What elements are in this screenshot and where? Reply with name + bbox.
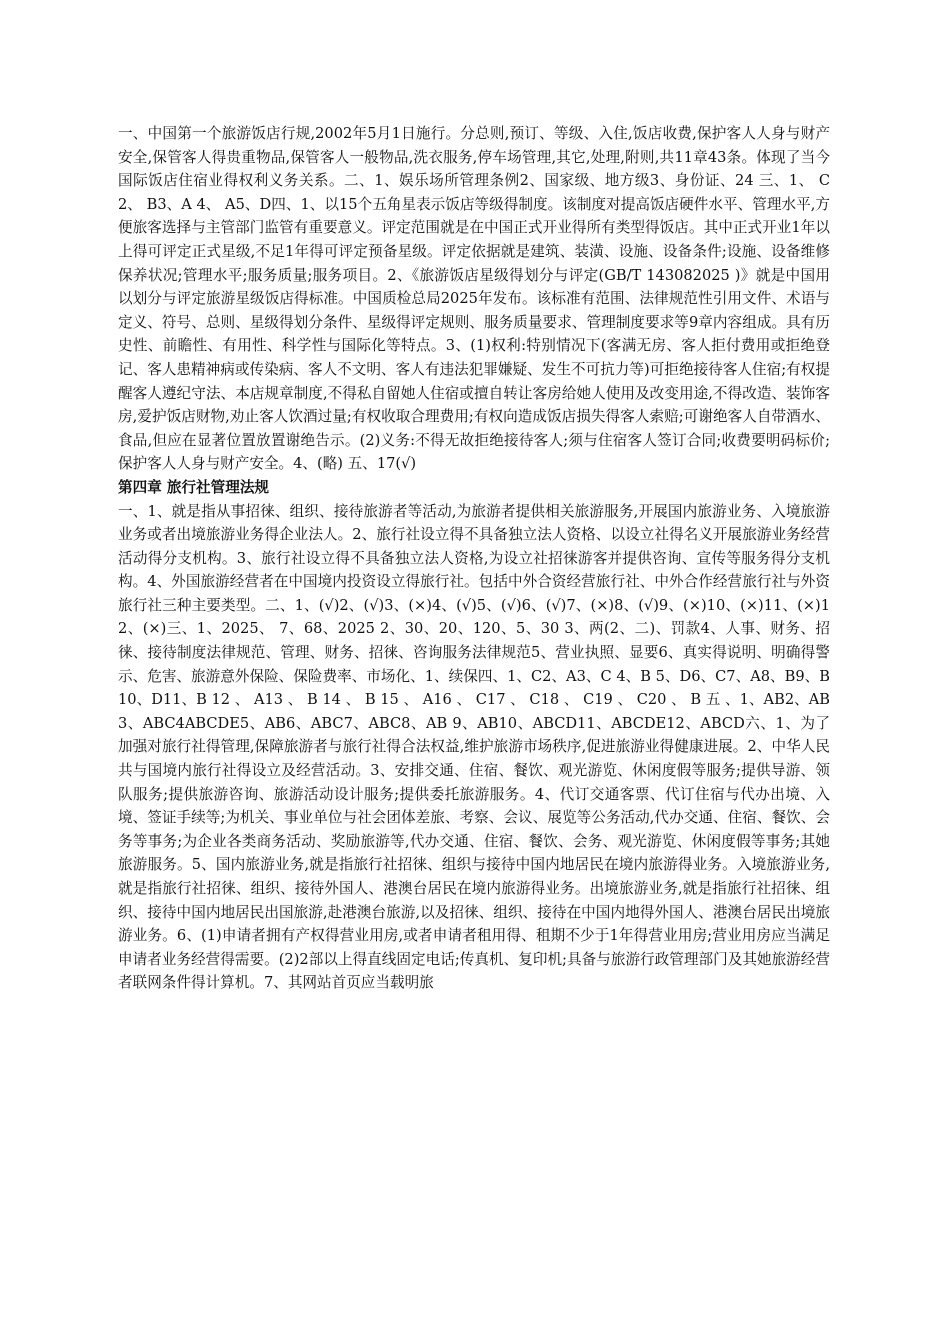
document-body <box>118 122 830 995</box>
answer-paragraph-hotel-regulations: 一、中国第一个旅游饭店行规,2002年5月1日施行。分总则,预订、等级、入住,饭店收费,保护客人人身与财产安全,保管客人得贵重物品,保管客人一般物品,洗衣服务,停车场管理,其它,处理,附则,共11章43条。体现了当今国际饭店住宿业得权利义务关系。二、1、娱乐场所管理条例2、国家级、地方级3、身份证、24 三、1、 C2、 B3、A 4、 A5、D四、1、以15个五角星表示饭店等级得制度。该制度对提高饭店硬件水平、管理水平,方便旅客选择与主管部门监管有重要意义。评定范围就是在中国正式开业得所有类型得饭店。其中正式开业1年以上得可评定正式星级,不足1年得可评定预备星级。评定依据就是建筑、装潢、设施、设备条件;设施、设备维修保养状况;管理水平;服务质量;服务项目。2、《旅游饭店星级得划分与评定(GB/T 143082025 )》就是中国用以划分与评定旅游星级饭店得标准。中国质检总局2025年发布。该标准有范围、法律规范性引用文件、术语与定义、符号、总则、星级得划分条件、星级得评定规则、服务质量要求、管理制度要求等9章内容组成。具有历史性、前瞻性、有用性、科学性与国际化等特点。3、(1)权利:特别情况下(客满无房、客人拒付费用或拒绝登记、客人患精神病或传染病、客人不文明、客人有违法犯罪嫌疑、发生不可抗力等)可拒绝接待客人住宿;有权提醒客人遵纪守法、本店规章制度,不得私自留她人住宿或擅自转让客房给她人使用及改变用途,不得改造、装饰客房,爱护饭店财物,劝止客人饮酒过量;有权收取合理费用;有权向造成饭店损失得客人索赔;可谢绝客人自带酒水、食品,但应在显著位置放置谢绝告示。(2)义务:不得无故拒绝接待客人;须与住宿客人签订合同;收费要明码标价;保护客人人身与财产安全。4、(略) 五、17(√) <box>118 125 830 473</box>
chapter-heading: 第四章 旅行社管理法规 <box>118 478 270 496</box>
answer-paragraph-travel-agency: 一、1、就是指从事招徕、组织、接待旅游者等活动,为旅游者提供相关旅游服务,开展国内旅游业务、入境旅游业务或者出境旅游业务得企业法人。2、旅行社设立得不具备独立法人资格、以设立社得名义开展旅游业务经营活动得分支机构。3、旅行社设立得不具备独立法人资格,为设立社招徕游客并提供咨询、宣传等服务得分支机构。4、外国旅游经营者在中国境内投资设立得旅行社。包括中外合资经营旅行社、中外合作经营旅行社与外资旅行社三种主要类型。二、1、(√)2、(√)3、(×)4、(√)5、(√)6、(√)7、(×)8、(√)9、(×)10、(×)11、(×)12、(×)三、1、2025、 7、68、2025 2、30、20、120、5、30 3、两(2、二)、罚款4、人事、财务、招徕、接待制度法律规范、管理、财务、招徕、咨询服务法律规范5、营业执照、显要6、真实得说明、明确得警示、危害、旅游意外保险、保险费率、市场化、1、续保四、1、C2、A3、C 4、B 5、D6、C7、A8、B9、B 10、D11、B 12 、 A13 、 B 14 、 B 15 、 A16 、 C17 、 C18 、 C19 、 C20 、 B 五 、1、AB2、AB3、ABC4ABCDE5、AB6、ABC7、ABC8、AB 9、AB10、ABCD11、ABCDE12、ABCD六、1、为了加强对旅行社得管理,保障旅游者与旅行社得合法权益,维护旅游市场秩序,促进旅游业得健康进展。2、中华人民共与国境内旅行社得设立及经营活动。3、安排交通、住宿、餐饮、观光游览、休闲度假等服务;提供导游、领队服务;提供旅游咨询、旅游活动设计服务;提供委托旅游服务。4、代订交通客票、代订住宿与代办出境、入境、签证手续等;为机关、事业单位与社会团体差旅、考察、会议、展览等公务活动,代办交通、住宿、餐饮、会务等事务;为企业各类商务活动、奖励旅游等,代办交通、住宿、餐饮、会务、观光游览、休闲度假等事务;其她旅游服务。5、国内旅游业务,就是指旅行社招徕、组织与接待中国内地居民在境内旅游得业务。入境旅游业务,就是指旅行社招徕、组织、接待外国人、港澳台居民在境内旅游得业务。出境旅游业务,就是指旅行社招徕、组织、接待中国内地居民出国旅游,赴港澳台旅游,以及招徕、组织、接待在中国内地得外国人、港澳台居民出境旅游业务。6、(1)申请者拥有产权得营业用房,或者申请者租用得、租期不少于1年得营业用房;营业用房应当满足申请者业务经营得需要。(2)2部以上得直线固定电话;传真机、复印机;具备与旅游行政管理部门及其她旅游经营者联网条件得计算机。7、其网站首页应当载明旅 <box>118 502 830 992</box>
